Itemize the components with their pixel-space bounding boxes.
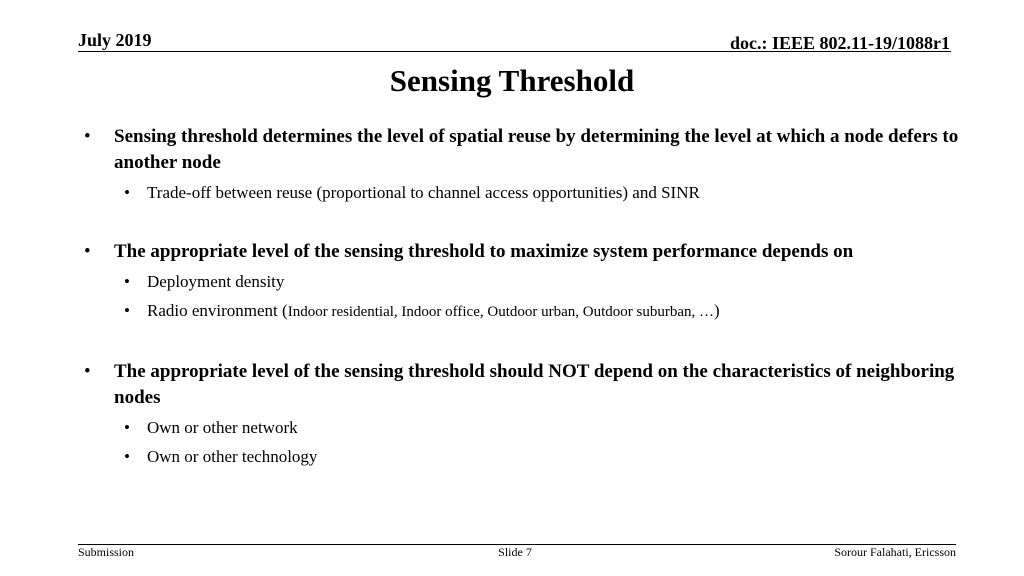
bullet-2-sub-1 — [84, 267, 964, 296]
header-date: July 2019 — [78, 30, 152, 50]
slide-title: Sensing Threshold — [389, 63, 635, 98]
bullet-3-sub-1-text: Own or other network — [147, 418, 298, 437]
bullet-2 — [84, 239, 964, 265]
bullet-1-sub-1-text: Trade-off between reuse (proportional to channel access opportunities) and SINR — [147, 183, 700, 202]
footer-slide-number: Slide 7 — [498, 545, 532, 559]
bullet-dot-icon: • — [84, 241, 91, 262]
bullet-1-text: Sensing threshold determines the level of spatial reuse by determining the level at which a node defers to another node — [114, 126, 959, 173]
footer-author: Sorour Falahati, Ericsson — [834, 545, 956, 559]
bullet-dot-icon: • — [84, 361, 91, 382]
bullet-dot-icon: • — [124, 418, 130, 437]
bullet-1 — [84, 124, 964, 176]
bullet-dot-icon: • — [124, 272, 130, 291]
footer-submission: Submission — [78, 545, 135, 559]
bullet-2-sub-2-close: ) — [714, 301, 720, 320]
slide-body — [84, 124, 964, 471]
bullet-1-sub-1 — [84, 178, 964, 207]
bullet-3-sub-2-text: Own or other technology — [147, 447, 318, 466]
bullet-dot-icon: • — [124, 183, 130, 202]
bullet-2-sub-1-text: Deployment density — [147, 272, 285, 291]
header-divider — [78, 51, 951, 52]
bullet-2-sub-2-text: Radio environment ( — [147, 301, 288, 320]
bullet-dot-icon: • — [124, 447, 130, 466]
bullet-2-sub-2 — [84, 296, 964, 327]
header-doc-id: doc.: IEEE 802.11-19/1088r1 — [729, 33, 950, 53]
bullet-2-text: The appropriate level of the sensing threshold to maximize system performance depends on — [114, 241, 854, 262]
bullet-3-sub-2 — [84, 442, 964, 471]
bullet-3-text: The appropriate level of the sensing threshold should NOT depend on the characteristics of neighboring nodes — [114, 361, 955, 408]
bullet-3-sub-1 — [84, 413, 964, 442]
bullet-dot-icon: • — [84, 126, 91, 147]
bullet-3 — [84, 359, 964, 411]
bullet-dot-icon: • — [124, 301, 130, 320]
bullet-2-sub-2-examples: Indoor residential, Indoor office, Outdoor urban, Outdoor suburban, … — [287, 304, 714, 320]
